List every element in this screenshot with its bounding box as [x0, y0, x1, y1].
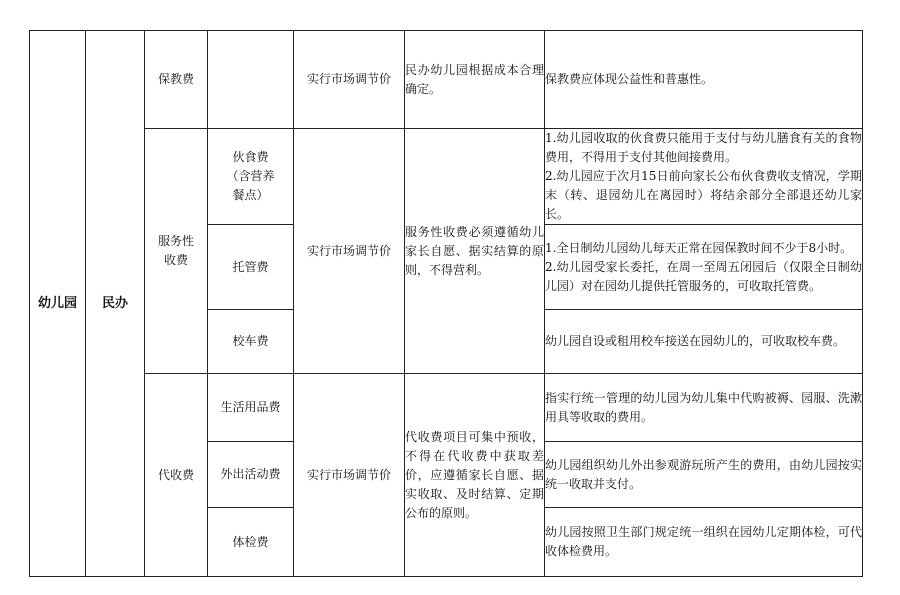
note-cell: 指实行统一管理的幼儿园为幼儿集中代购被褥、园服、洗漱用具等收取的费用。	[545, 374, 863, 442]
pricing-principle-cell: 服务性收费必须遵循幼儿家长自愿、据实结算的原则，不得营利。	[405, 129, 545, 374]
fee-subitem-cell: 外出活动费	[208, 442, 294, 508]
pricing-method-cell: 实行市场调节价	[294, 374, 405, 577]
note-cell: 幼儿园组织幼儿外出参观游玩所产生的费用，由幼儿园按实统一收取并支付。	[545, 442, 863, 508]
note-cell: 保教费应体现公益性和普惠性。	[545, 31, 863, 129]
fee-subitem-cell: 校车费	[208, 310, 294, 374]
note-line: 2.幼儿园受家长委托，在周一至周五闭园后（仅限全日制幼儿园）对在园幼儿提供托管服务的，可收取托管费。	[545, 259, 862, 293]
fee-standard-table	[29, 30, 863, 577]
note-cell	[545, 225, 863, 310]
note-cell: 幼儿园按照卫生部门规定统一组织在园幼儿定期体检，可代收体检费用。	[545, 508, 863, 577]
pricing-principle-cell: 代收费项目可集中预收，不得在代收费中获取差价，应遵循家长自愿、据实收取、及时结算、定期公布的原则。	[405, 374, 545, 577]
fee-subitem-cell: 伙食费（含营养餐点）	[208, 129, 294, 225]
fee-subitem-cell: 生活用品费	[208, 374, 294, 442]
fee-name-cell: 服务性收费	[145, 129, 208, 374]
table-row	[30, 31, 863, 129]
note-cell	[545, 129, 863, 225]
table-row	[30, 374, 863, 442]
note-line: 1.幼儿园收取的伙食费只能用于支付与幼儿膳食有关的食物费用，不得用于支付其他间接费用。	[545, 131, 862, 164]
pricing-method-cell: 实行市场调节价	[294, 129, 405, 374]
category-cell: 幼儿园	[30, 31, 86, 577]
table-row	[30, 129, 863, 225]
note-line: 2.幼儿园应于次月15日前向家长公布伙食费收支情况，学期末（转、退园幼儿在离园时）将结余部分全部退还幼儿家长。	[545, 169, 862, 221]
pricing-method-cell: 实行市场调节价	[294, 31, 405, 129]
pricing-principle-cell: 民办幼儿园根据成本合理确定。	[405, 31, 545, 129]
ownership-cell: 民办	[86, 31, 145, 577]
note-line: 1.全日制幼儿园幼儿每天正常在园保教时间不少于8小时。	[545, 240, 853, 255]
fee-subitem-cell	[208, 31, 294, 129]
fee-name-cell: 保教费	[145, 31, 208, 129]
fee-subitem-cell: 托管费	[208, 225, 294, 310]
note-cell: 幼儿园自设或租用校车接送在园幼儿的，可收取校车费。	[545, 310, 863, 374]
fee-subitem-cell: 体检费	[208, 508, 294, 577]
fee-name-cell: 代收费	[145, 374, 208, 577]
